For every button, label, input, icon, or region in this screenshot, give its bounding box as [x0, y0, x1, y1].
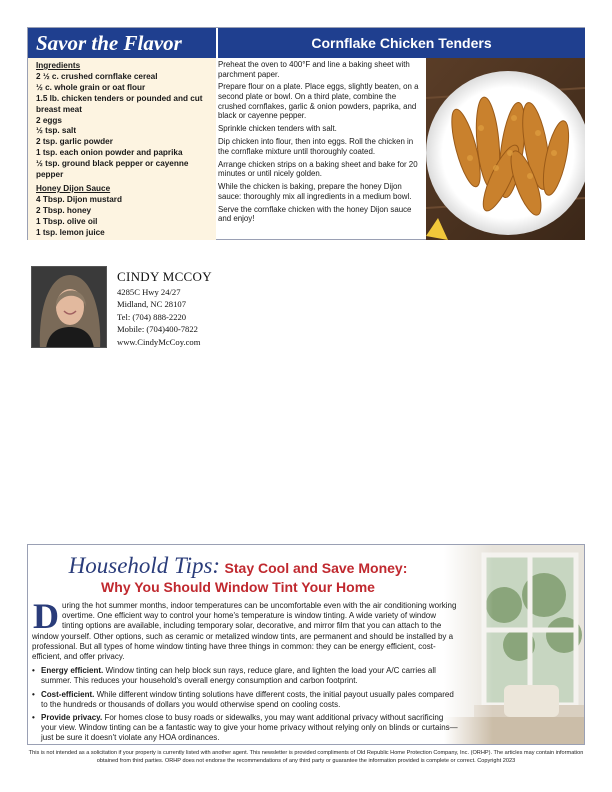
direction-step: Serve the cornflake chicken with the honey Dijon sauce and enjoy!: [218, 204, 412, 224]
ingredient-item: 2 ½ c. crushed cornflake cereal: [36, 71, 158, 81]
direction-step: Dip chicken into flour, then into eggs. Roll the chicken in the cornflake mixture until thoroughly coated.: [218, 137, 414, 156]
tips-intro-text: uring the hot summer months, indoor temperatures can be uncomfortable even with the air conditioning working overtime. One efficient way to control your home's temperature is window tinting. A wide variety of window tinting options are available, including temporary solar, decorative, and mirror film that you can attach to the window yourself. Other options, such as ceramic or metalized window tints, are permanent and should be installed by a professional. But all types of home window tinting have three things in common: they can be energy efficient, cost-efficient, and offer privacy.: [32, 601, 457, 662]
window-photo: [444, 545, 584, 745]
ingredient-item: ½ c. whole grain or oat flour: [36, 82, 146, 92]
directions-panel: [218, 58, 426, 240]
direction-step: While the chicken is baking, prepare the honey Dijon sauce: thoroughly mix all ingredients in a medium bowl.: [218, 182, 412, 201]
ingredient-item: ½ tsp. ground black pepper or cayenne pepper: [36, 159, 189, 180]
sauce-item: 1 Tbsp. olive oil: [36, 216, 98, 226]
tips-bullet: [32, 690, 458, 710]
bullet-label: Cost-efficient.: [41, 689, 95, 699]
tips-heading: [28, 553, 448, 579]
ingredients-panel: [28, 58, 216, 240]
ingredient-item: 2 tsp. garlic powder: [36, 137, 113, 147]
agent-website-link[interactable]: www.CindyMcCoy.com: [117, 336, 201, 347]
bullet-text: For homes close to busy roads or sidewalks, you may want additional privacy without sacrificing your view. Window tinting can be a fantastic way to give your home privacy without relying only on blinds or curtains—just be sure it doesn't violate any HOA ordinances.: [41, 713, 458, 743]
chicken-tenders-photo: [426, 58, 585, 240]
tips-heading-italic: Household Tips:: [68, 553, 221, 578]
recipe-card: [27, 27, 585, 240]
tips-body: [32, 596, 458, 745]
bullet-label: Provide privacy.: [41, 713, 103, 723]
ingredient-item: 2 eggs: [36, 115, 62, 125]
tips-intro: [32, 596, 458, 662]
direction-step: Prepare flour on a plate. Place eggs, slightly beaten, on a second plate or bowl. On a third plate, combine the crushed cornflakes, garlic & onion powders, paprika, and black or cayenne pepper.: [218, 82, 419, 121]
sauce-item: 1 tsp. lemon juice: [36, 227, 105, 237]
bullet-text: Window tinting can help block sun rays, reduce glare, and lighten the load your A/C carries all summer. This reduces your household's overall energy consumption and carbon footprint.: [41, 666, 436, 686]
agent-address-line2: Midland, NC 28107: [117, 299, 186, 310]
recipe-brand-title: Savor the Flavor: [28, 28, 216, 58]
ingredient-item: 1.5 lb. chicken tenders or pounded and cut breast meat: [36, 93, 203, 114]
recipe-title: Cornflake Chicken Tenders: [218, 28, 585, 58]
sauce-item: 4 Tbsp. Dijon mustard: [36, 194, 122, 204]
direction-step: Sprinkle chicken tenders with salt.: [218, 124, 337, 134]
ingredient-item: 1 tsp. each onion powder and paprika: [36, 148, 183, 158]
tips-bullet: [32, 666, 458, 686]
sauce-heading: Honey Dijon Sauce: [36, 183, 111, 193]
ingredients-heading: Ingredients: [36, 61, 81, 70]
ingredient-item: ½ tsp. salt: [36, 126, 77, 136]
tips-heading-bold: Stay Cool and Save Money:: [224, 560, 408, 576]
sauce-item: 2 Tbsp. honey: [36, 205, 92, 215]
tips-bullet-list: [32, 666, 458, 743]
agent-address-line1: 4285C Hwy 24/27: [117, 287, 181, 297]
tips-bullet: [32, 713, 458, 744]
agent-info: [117, 268, 212, 348]
agent-mobile: Mobile: (704)400-7822: [117, 324, 198, 335]
agent-photo: [31, 266, 107, 348]
bullet-label: Energy efficient.: [41, 666, 104, 676]
direction-step: Preheat the oven to 400°F and line a baking sheet with parchment paper.: [218, 60, 410, 79]
agent-name: CINDY MCCOY: [117, 269, 212, 284]
bullet-text: While different window tinting solutions have different costs, the initial payout usually pales compared to the hundreds or thousands of dollars you would otherwise spend on cooling costs.: [41, 689, 454, 709]
tips-subheading: Why You Should Window Tint Your Home: [101, 579, 375, 595]
household-tips-section: [27, 544, 585, 745]
disclaimer: This is not intended as a solicitation if your property is currently listed with another agent. This newsletter is provided compliments of Old Republic Home Protection Company, Inc. (ORHP). The articles may contain information obtained from third parties. ORHP does not endorse the recommendations of any third party or guarantee the information provided is complete or correct. Copyright 2023: [28, 750, 584, 764]
drop-cap: D: [33, 596, 59, 636]
agent-phone: Tel: (704) 888-2220: [117, 311, 187, 322]
direction-step: Arrange chicken strips on a baking sheet and bake for 20 minutes or until nicely golden.: [218, 159, 418, 179]
